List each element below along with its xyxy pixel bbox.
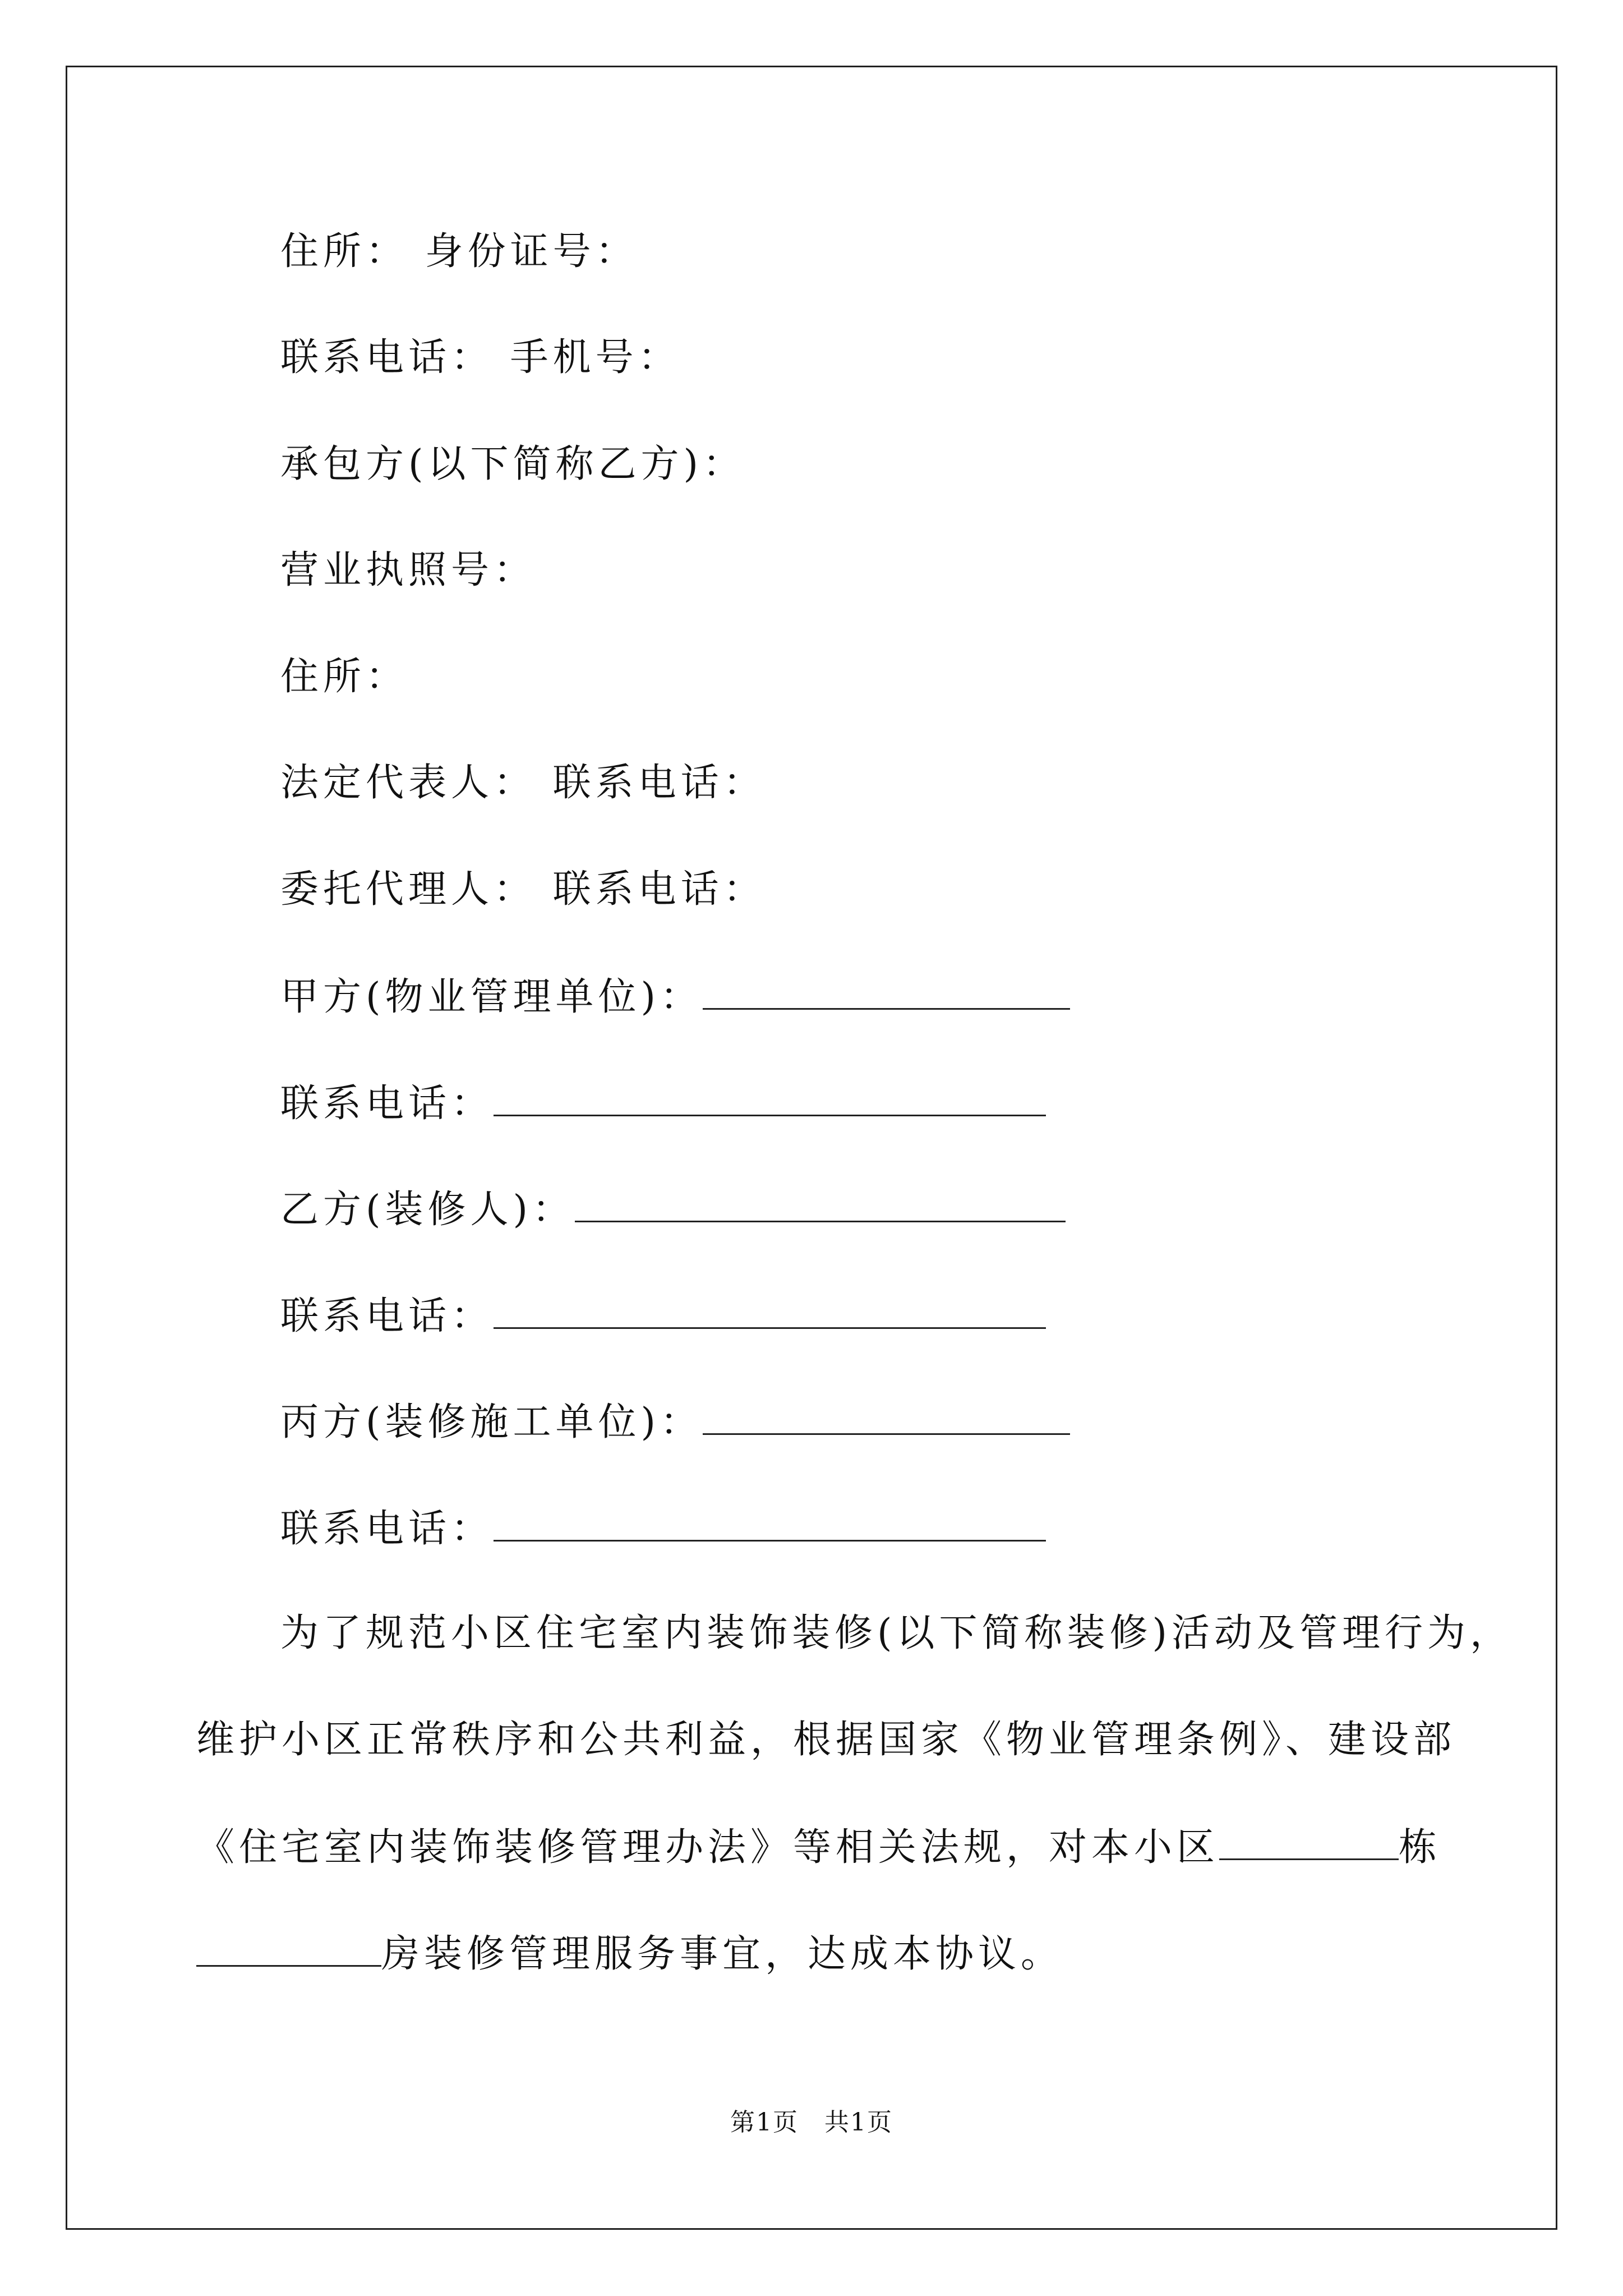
party-b-blank <box>575 1189 1066 1222</box>
legal-representative-line: 法定代表人： 联系电话： <box>280 761 766 805</box>
page-border <box>66 66 1557 2230</box>
business-license-line: 营业执照号： <box>280 548 537 592</box>
paragraph-line-1: 为了规范小区住宅室内装饰装修(以下简称装修)活动及管理行为， <box>280 1611 1513 1655</box>
page-footer: 第1页 共1页 <box>730 2108 893 2137</box>
room-blank <box>196 1934 381 1967</box>
authorized-agent-line: 委托代理人： 联系电话： <box>280 867 766 912</box>
party-c-blank <box>703 1402 1070 1435</box>
party-a-phone-blank <box>494 1083 1046 1116</box>
party-a-line: 甲方(物业管理单位)： <box>280 977 1070 1016</box>
paragraph-line-2: 维护小区正常秩序和公共利益，根据国家《物业管理条例》、建设部 <box>196 1718 1456 1762</box>
party-a-phone-line: 联系电话： <box>280 1083 1046 1123</box>
building-blank <box>1219 1827 1399 1860</box>
party-b-phone-blank <box>494 1296 1046 1329</box>
residence-idnumber-line: 住所： 身份证号： <box>280 229 638 274</box>
party-c-phone-blank <box>494 1508 1046 1542</box>
party-b-phone-line: 联系电话： <box>280 1296 1046 1336</box>
party-c-line: 丙方(装修施工单位)： <box>280 1402 1070 1442</box>
paragraph-line-3: 《住宅室内装饰装修管理办法》等相关法规，对本小区 栋 <box>196 1825 1442 1870</box>
residence-line: 住所： <box>280 655 409 699</box>
paragraph-line-4: 房装修管理服务事宜，达成本协议。 <box>196 1934 1063 1973</box>
party-a-blank <box>703 977 1070 1010</box>
party-c-phone-line: 联系电话： <box>280 1508 1046 1548</box>
contractor-line: 承包方(以下简称乙方)： <box>280 442 746 486</box>
phone-mobile-line: 联系电话： 手机号： <box>280 335 681 380</box>
party-b-line: 乙方(装修人)： <box>280 1189 1066 1229</box>
